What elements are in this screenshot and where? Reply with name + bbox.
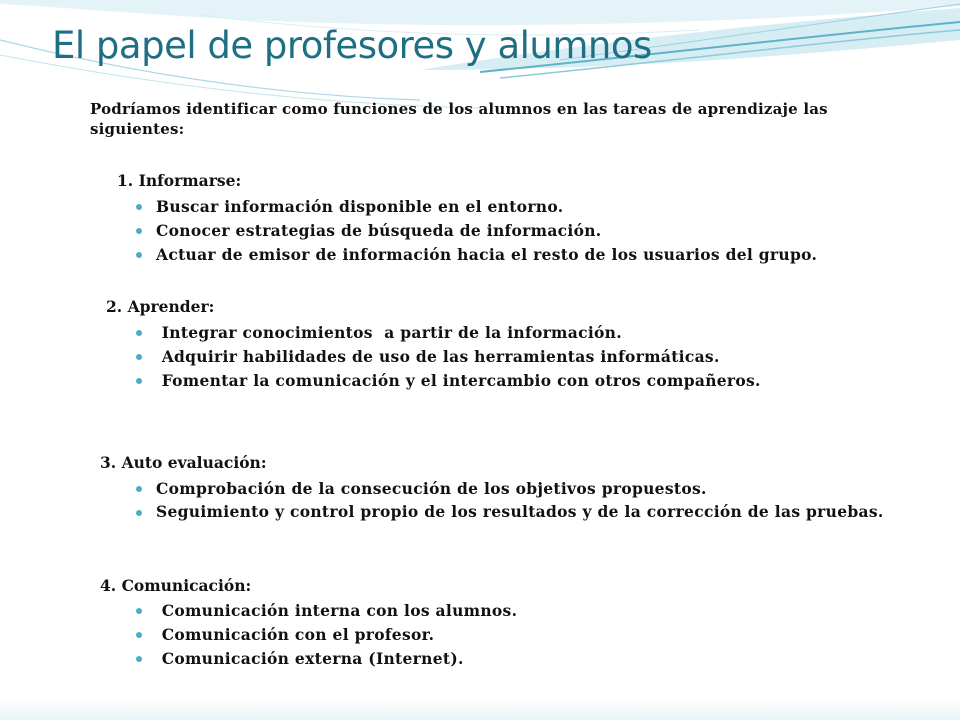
bullet-icon [136,252,142,258]
bullet-icon [136,204,142,210]
section-heading-comunicacion: 4. Comunicación: [100,576,252,595]
list-item: Adquirir habilidades de uso de las herramientas informáticas. [156,347,916,367]
list-auto-evaluacion [156,479,896,525]
list-comunicacion [156,601,916,673]
bullet-icon [136,378,142,384]
slide-title: El papel de profesores y alumnos [52,24,652,67]
bullet-icon [136,656,142,662]
section-heading-informarse: 1. Informarse: [117,171,242,190]
list-aprender [156,323,916,395]
section-heading-aprender: 2. Aprender: [106,297,215,316]
list-item: Comunicación interna con los alumnos. [156,601,916,621]
section-heading-auto-evaluacion: 3. Auto evaluación: [100,453,267,472]
footer-band [0,698,960,720]
list-item: Comprobación de la consecución de los objetivos propuestos. [156,479,896,499]
bullet-icon [136,510,142,516]
bullet-icon [136,486,142,492]
list-item: Comunicación externa (Internet). [156,649,916,669]
bullet-icon [136,228,142,234]
list-item: Integrar conocimientos a partir de la información. [156,323,916,343]
bullet-icon [136,330,142,336]
intro-text: Podríamos identificar como funciones de los alumnos en las tareas de aprendizaje las siguientes: [90,100,828,138]
list-item: Seguimiento y control propio de los resultados y de la corrección de las pruebas. [156,503,896,521]
list-item: Actuar de emisor de información hacia el resto de los usuarios del grupo. [156,245,916,265]
list-item: Fomentar la comunicación y el intercambio con otros compañeros. [156,371,916,391]
bullet-icon [136,632,142,638]
list-item: Comunicación con el profesor. [156,625,916,645]
bullet-icon [136,354,142,360]
list-item: Buscar información disponible en el entorno. [156,197,916,217]
list-informarse [156,197,916,269]
bullet-icon [136,608,142,614]
list-item: Conocer estrategias de búsqueda de información. [156,221,916,241]
